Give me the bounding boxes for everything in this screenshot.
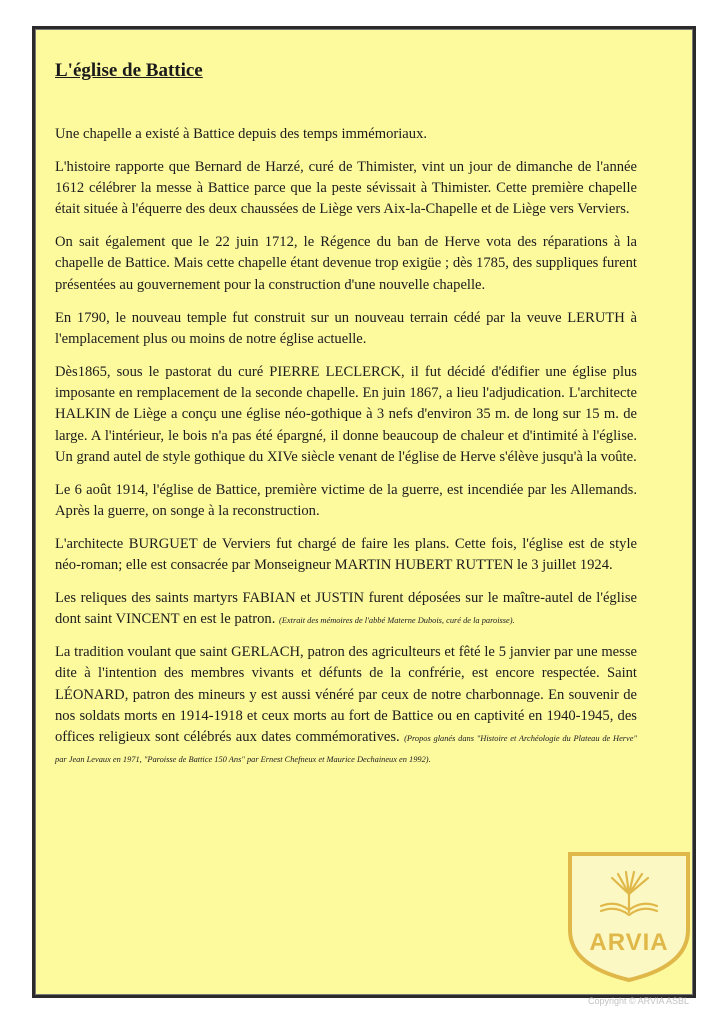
tradition-source: (Propos glanés dans "Histoire et Archéologie du Plateau de Herve" par Jean Levaux en 1971, "Paroisse de Battice 150 Ans" par Ernest Chefneux et Maurice Dechaineux en 1992). [55,734,637,765]
arvia-logo [556,848,702,984]
paragraph-intro: Une chapelle a existé à Battice depuis des temps immémoriaux. [55,126,428,142]
paragraph-1612: L'histoire rapporte que Bernard de Harzé, curé de Thimister, vint un jour de dimanche de l'année 1612 célébrer la messe à Battice parce que la peste sévissait à Thimister. Cette première chapelle était située à l'équerre des deux chaussées de Liège vers Aix-la-Chapelle et de Liège vers Verviers. [55,158,637,218]
page-title: L'église de Battice [55,60,203,81]
logo-text: ARVIA [589,929,669,956]
relics-text: Les reliques des saints martyrs FABIAN et JUSTIN furent déposées sur le maître-autel de l'église dont saint VINCENT en est le patron. [55,589,637,628]
paragraph-tradition [55,642,637,770]
document-body [55,124,637,781]
paragraph-relics [55,588,637,631]
copyright-notice: Copyright © ARVIA ASBL [588,996,690,1006]
tradition-text: La tradition voulant que saint GERLACH, patron des agriculteurs et fêté le 5 janvier par une messe dite à l'intention des membres vivants et défunts de la confrérie, est encore respectée. Saint LÉONARD, patron des mineurs y est aussi vénéré par ceux de notre charbonnage. En souvenir de nos soldats morts en 1914-1918 et ceux morts au fort de Battice ou en captivité en 1940-1945, des offices religieux sont célébrés aux dates commémoratives. [55,643,637,746]
relics-source: (Extrait des mémoires de l'abbé Materne Dubois, curé de la paroisse). [279,616,515,626]
paragraph-1914: Le 6 août 1914, l'église de Battice, première victime de la guerre, est incendiée par les Allemands. Après la guerre, on songe à la reconstruction. [55,481,637,519]
paragraph-1790: En 1790, le nouveau temple fut construit sur un nouveau terrain cédé par la veuve LERUTH à l'emplacement plus ou moins de notre église actuelle. [55,309,637,347]
paragraph-1865: Dès1865, sous le pastorat du curé PIERRE LECLERCK, il fut décidé d'édifier une église plus imposante en remplacement de la seconde chapelle. En juin 1867, a lieu l'adjudication. L'architecte HALKIN de Liège a conçu une église néo-gothique à 3 nefs d'environ 35 m. de long sur 15 m. de large. A l'intérieur, le bois n'a pas été épargné, il donne beaucoup de chaleur et d'intimité à l'église. Un grand autel de style gothique du XIVe siècle venant de l'église de Herve s'élève jusqu'à la voûte. [55,363,637,465]
paragraph-1712: On sait également que le 22 juin 1712, le Régence du ban de Herve vota des réparations à la chapelle de Battice. Mais cette chapelle étant devenue trop exigüe ; dès 1785, des suppliques furent présentées au gouvernement pour la construction d'une nouvelle chapelle. [55,234,637,293]
paragraph-1924: L'architecte BURGUET de Verviers fut chargé de faire les plans. Cette fois, l'église est de style néo-roman; elle est consacrée par Monseigneur MARTIN HUBERT RUTTEN le 3 juillet 1924. [55,535,637,574]
